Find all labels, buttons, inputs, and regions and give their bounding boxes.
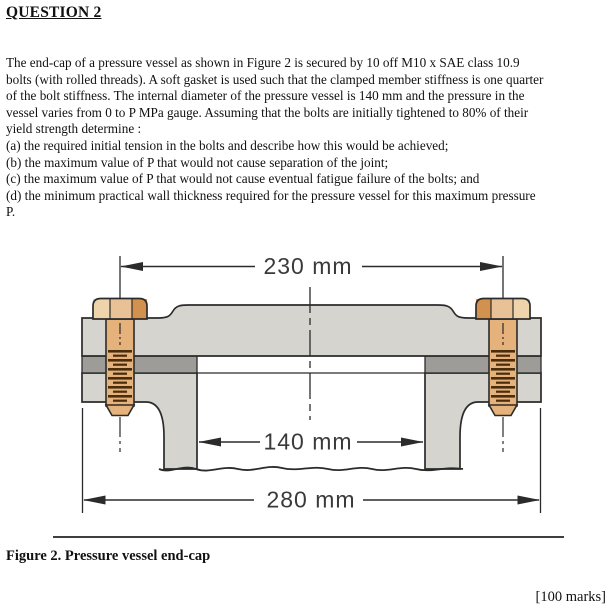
arrowhead-left: [83, 496, 106, 505]
dimension-280: [83, 408, 541, 513]
question-text-line: The end-cap of a pressure vessel as shown in Figure 2 is secured by 10 off M10 x SAE class 10.9: [6, 55, 520, 70]
marks-label: [100 marks]: [535, 589, 606, 605]
dimension-230: [120, 253, 503, 298]
question-part-a: (a) the required initial tension in the bolts and describe how this would be achieved;: [6, 137, 449, 153]
bolt-left-tip: [106, 405, 134, 416]
arrowhead-right: [480, 262, 503, 271]
dimension-140: [199, 429, 424, 455]
question-part-b: (b) the maximum value of P that would not cause separation of the joint;: [6, 154, 389, 170]
break-line-wavy: [159, 467, 463, 471]
question-text-line: bolts (with rolled threads). A soft gasket is used such that the clamped member stiffness is one quarter: [6, 71, 544, 87]
question-body: [6, 55, 610, 221]
figure-2-container: [0, 245, 611, 537]
bolt-left-head-facet: [110, 299, 132, 319]
dim-label-280: 280 mm: [266, 486, 356, 513]
arrowhead-left: [121, 262, 144, 271]
dim-label-140: 140 mm: [263, 428, 353, 455]
question-text-line: P.: [6, 204, 16, 220]
end-cap-shape: [82, 305, 541, 356]
question-text-line: yield strength determine :: [6, 121, 142, 137]
gasket-left: [82, 356, 197, 373]
bolt-right-tip: [489, 405, 517, 416]
bolt-left-head-facet: [93, 299, 110, 319]
bolt-right-head-facet: [476, 299, 491, 319]
dim-label-230: 230 mm: [263, 253, 353, 279]
figure-caption: Figure 2. Pressure vessel end-cap: [6, 548, 211, 564]
vessel-flange-right: [425, 373, 541, 469]
bolt-left-head-facet: [132, 299, 147, 319]
caption-divider-line: [53, 536, 564, 538]
bolt-right-head-facet: [513, 299, 530, 319]
gasket-right: [425, 356, 541, 373]
question-text-line: of the bolt stiffness. The internal diameter of the pressure vessel is 140 mm and the pressure in the: [6, 88, 525, 104]
question-part-c: (c) the maximum value of P that would not cause eventual fatigue failure of the bolts; and: [6, 171, 480, 187]
pressure-vessel-endcap-diagram: [0, 245, 611, 537]
question-text-line: vessel varies from 0 to P MPa gauge. Assuming that the bolts are initially tightened to 80% of their: [6, 104, 529, 120]
question-part-d: (d) the minimum practical wall thickness required for the pressure vessel for this maximum pressure: [6, 187, 536, 203]
arrowhead-right: [401, 438, 424, 447]
bolt-right-head-facet: [491, 299, 513, 319]
arrowhead-left: [199, 438, 222, 447]
arrowhead-right: [518, 496, 541, 505]
question-heading: QUESTION 2: [6, 4, 102, 21]
vessel-flange-left: [82, 373, 197, 469]
